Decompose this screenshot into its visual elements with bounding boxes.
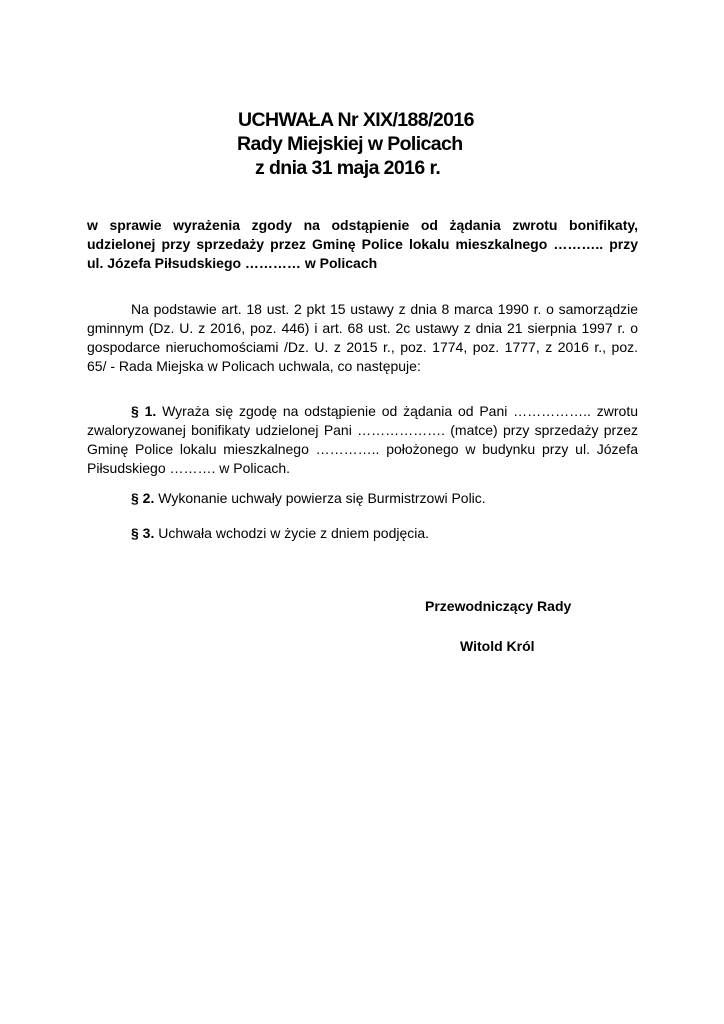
issuing-body: Rady Miejskiej w Policach	[237, 133, 463, 155]
paragraph-2-text: Wykonanie uchwały powierza się Burmistrzowi Polic.	[154, 490, 486, 506]
signatory-name: Witold Król	[460, 638, 535, 654]
resolution-date: z dnia 31 maja 2016 r.	[255, 157, 441, 179]
paragraph-3-sign: § 3.	[131, 525, 155, 541]
paragraph-1	[87, 402, 638, 478]
resolution-number: UCHWAŁA Nr XIX/188/2016	[238, 109, 474, 131]
resolution-subject: w sprawie wyrażenia zgody na odstąpienie od żądania zwrotu bonifikaty, udzielonej przy sprzedaży przez Gminę Police lokalu mieszkalnego ……….. przy ul. Józefa Piłsudskiego ………… w Policach	[87, 217, 638, 271]
paragraph-3	[87, 524, 638, 543]
paragraph-3-text: Uchwała wchodzi w życie z dniem podjęcia.	[154, 525, 430, 541]
paragraph-1-text: Wyraża się zgodę na odstąpienie od żądania od Pani …………….. zwrotu zwaloryzowanej bonifikaty udzielonej Pani ………………. (matce) przy sprzedaży przez Gminę Police lokalu mieszkalnego ………….. położonego w budynku przy ul. Józefa Piłsudskiego ………. w Policach.	[87, 403, 638, 476]
legal-basis: Na podstawie art. 18 ust. 2 pkt 15 ustawy z dnia 8 marca 1990 r. o samorządzie gminnym (Dz. U. z 2016, poz. 446) i art. 68 ust. 2c ustawy z dnia 21 sierpnia 1997 r. o gospodarce nieruchomościami /Dz. U. z 2015 r., poz. 1774, poz. 1777, z 2016 r., poz. 65/ - Rada Miejska w Policach uchwala, co następuje:	[87, 301, 638, 374]
paragraph-2-sign: § 2.	[131, 490, 155, 506]
signatory-role: Przewodniczący Rady	[425, 598, 572, 614]
paragraph-2	[87, 489, 638, 508]
resolution-header	[0, 108, 724, 180]
paragraph-1-sign: § 1.	[131, 403, 157, 419]
